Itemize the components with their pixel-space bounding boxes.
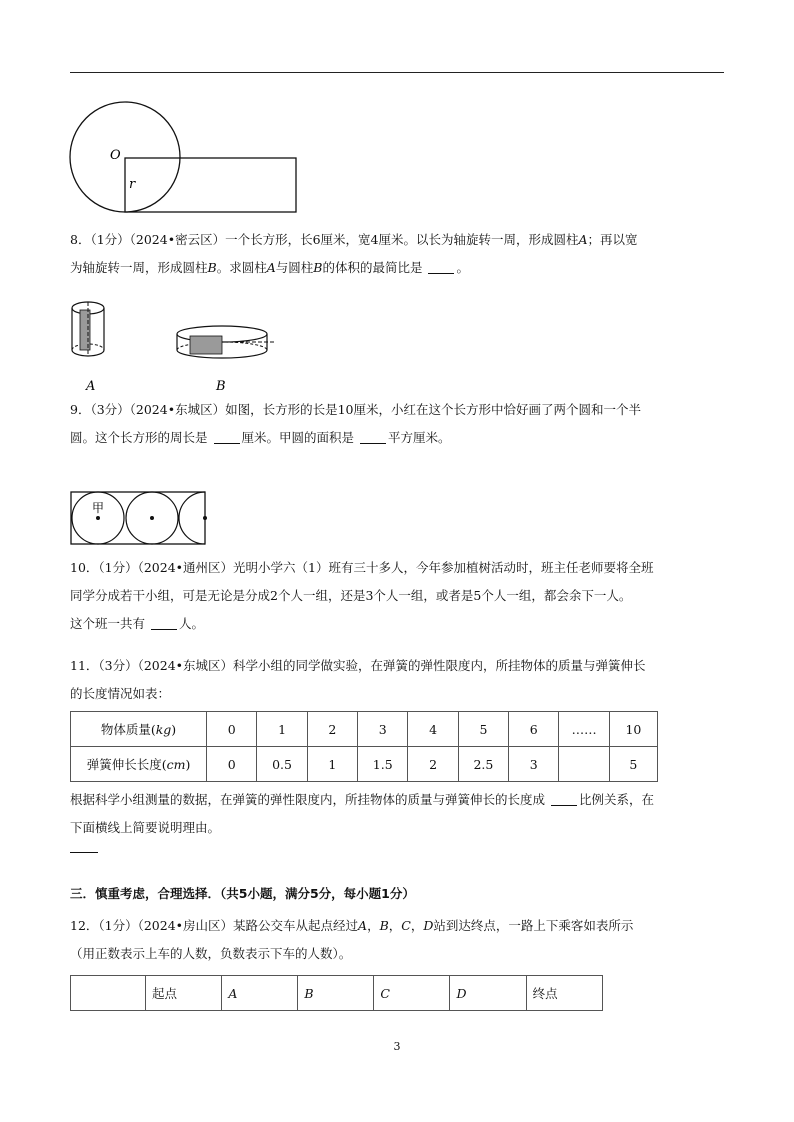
table-header-cell: B: [298, 976, 374, 1011]
table-row: [71, 976, 603, 1011]
bus-table: [70, 975, 603, 1011]
table-header-cell: 终点: [526, 976, 602, 1011]
answer-blank[interactable]: [360, 429, 386, 444]
question-10-line-2: 同学分成若干小组，可是无论是分成2个人一组，还是3个人一组，或者是5个人一组，都会余下一人。: [70, 588, 632, 603]
question-12-line-1: 12．（1分）（2024•房山区）某路公交车从起点经过A，B，C，D站到达终点，一路上下乘客如表所示: [70, 918, 634, 933]
answer-blank[interactable]: [551, 791, 577, 806]
table-cell: [559, 747, 609, 782]
circle-rectangle-figure: [68, 100, 300, 216]
cylinder-b-label: B: [216, 379, 226, 394]
question-10: [70, 554, 730, 638]
cylinder-a: [72, 302, 104, 356]
rectangle-circles-figure: [70, 490, 210, 546]
table-cell: 2: [307, 712, 357, 747]
table-header-cell: 弹簧伸长长度(cm): [71, 747, 207, 782]
table-row: [71, 712, 658, 747]
question-9-line-1: 9．（3分）（2024•东城区）如图，长方形的长是10厘米，小红在这个长方形中恰好画了两个圆和一个半: [70, 402, 641, 417]
center-label: O: [110, 148, 121, 163]
table-cell: 2: [408, 747, 458, 782]
question-10-line-1: 10．（1分）（2024•通州区）光明小学六（1）班有三十多人，今年参加植树活动时，班主任老师要将全班: [70, 560, 654, 575]
cylinder-a-label: A: [86, 379, 96, 394]
question-9-line-2: 圆。这个长方形的周长是 厘米。甲圆的面积是 平方厘米。: [70, 430, 451, 445]
question-11: [70, 652, 730, 708]
answer-blank[interactable]: [151, 615, 177, 630]
spring-table: [70, 711, 658, 782]
table-cell: 2.5: [458, 747, 508, 782]
question-8-line-1: 8．（1分）（2024•密云区）一个长方形，长6厘米，宽4厘米。以长为轴旋转一周，形成圆柱A；再以宽: [70, 232, 638, 247]
table-cell: 3: [358, 712, 408, 747]
table-cell: 3: [509, 747, 559, 782]
table-cell: 0: [207, 712, 257, 747]
cylinder-b: [177, 326, 276, 358]
table-cell: ……: [559, 712, 609, 747]
question-12-line-2: （用正数表示上车的人数，负数表示下车的人数）。: [70, 946, 352, 961]
table-header-cell: A: [222, 976, 298, 1011]
table-header-cell: C: [374, 976, 450, 1011]
table-cell: 0: [207, 747, 257, 782]
table-cell: 10: [609, 712, 657, 747]
table-cell: 5: [458, 712, 508, 747]
answer-blank[interactable]: [214, 429, 240, 444]
section-heading: 三．慎重考虑，合理选择．（共5小题，满分5分，每小题1分）: [70, 886, 415, 901]
question-11-line-3: 根据科学小组测量的数据，在弹簧的弹性限度内，所挂物体的质量与弹簧伸长的长度成 比例关系，在: [70, 792, 655, 807]
table-header-cell: 起点: [146, 976, 222, 1011]
question-11-line-1: 11．（3分）（2024•东城区）科学小组的同学做实验，在弹簧的弹性限度内，所挂物体的质量与弹簧伸长: [70, 658, 646, 673]
question-9: [70, 396, 730, 452]
question-8: [70, 226, 730, 282]
table-header-cell: D: [450, 976, 526, 1011]
question-8-line-2: 为轴旋转一周，形成圆柱B。求圆柱A与圆柱B的体积的最简比是 。: [70, 260, 469, 275]
semicircle: [179, 492, 205, 544]
question-12: [70, 912, 730, 968]
table-cell: 1: [257, 712, 307, 747]
table-cell: 5: [609, 747, 657, 782]
circle-jia-label: 甲: [92, 501, 105, 515]
cylinders-figure: [66, 298, 286, 394]
table-cell: 6: [509, 712, 559, 747]
answer-line[interactable]: [70, 852, 98, 853]
page-number: 3: [393, 1040, 401, 1053]
table-header-cell: [71, 976, 146, 1011]
table-cell: 1.5: [358, 747, 408, 782]
answer-blank[interactable]: [428, 259, 454, 274]
question-11-continued: [70, 786, 730, 842]
table-cell: 1: [307, 747, 357, 782]
question-10-line-3: 这个班一共有 人。: [70, 616, 205, 631]
rectangle-shape: [125, 158, 296, 212]
header-rule: [70, 72, 724, 73]
table-header-cell: 物体质量(kg): [71, 712, 207, 747]
table-row: [71, 747, 658, 782]
question-11-line-4: 下面横线上简要说明理由。: [70, 820, 221, 835]
table-cell: 4: [408, 712, 458, 747]
question-11-line-2: 的长度情况如表：: [70, 686, 171, 701]
table-cell: 0.5: [257, 747, 307, 782]
radius-label: r: [129, 177, 136, 192]
